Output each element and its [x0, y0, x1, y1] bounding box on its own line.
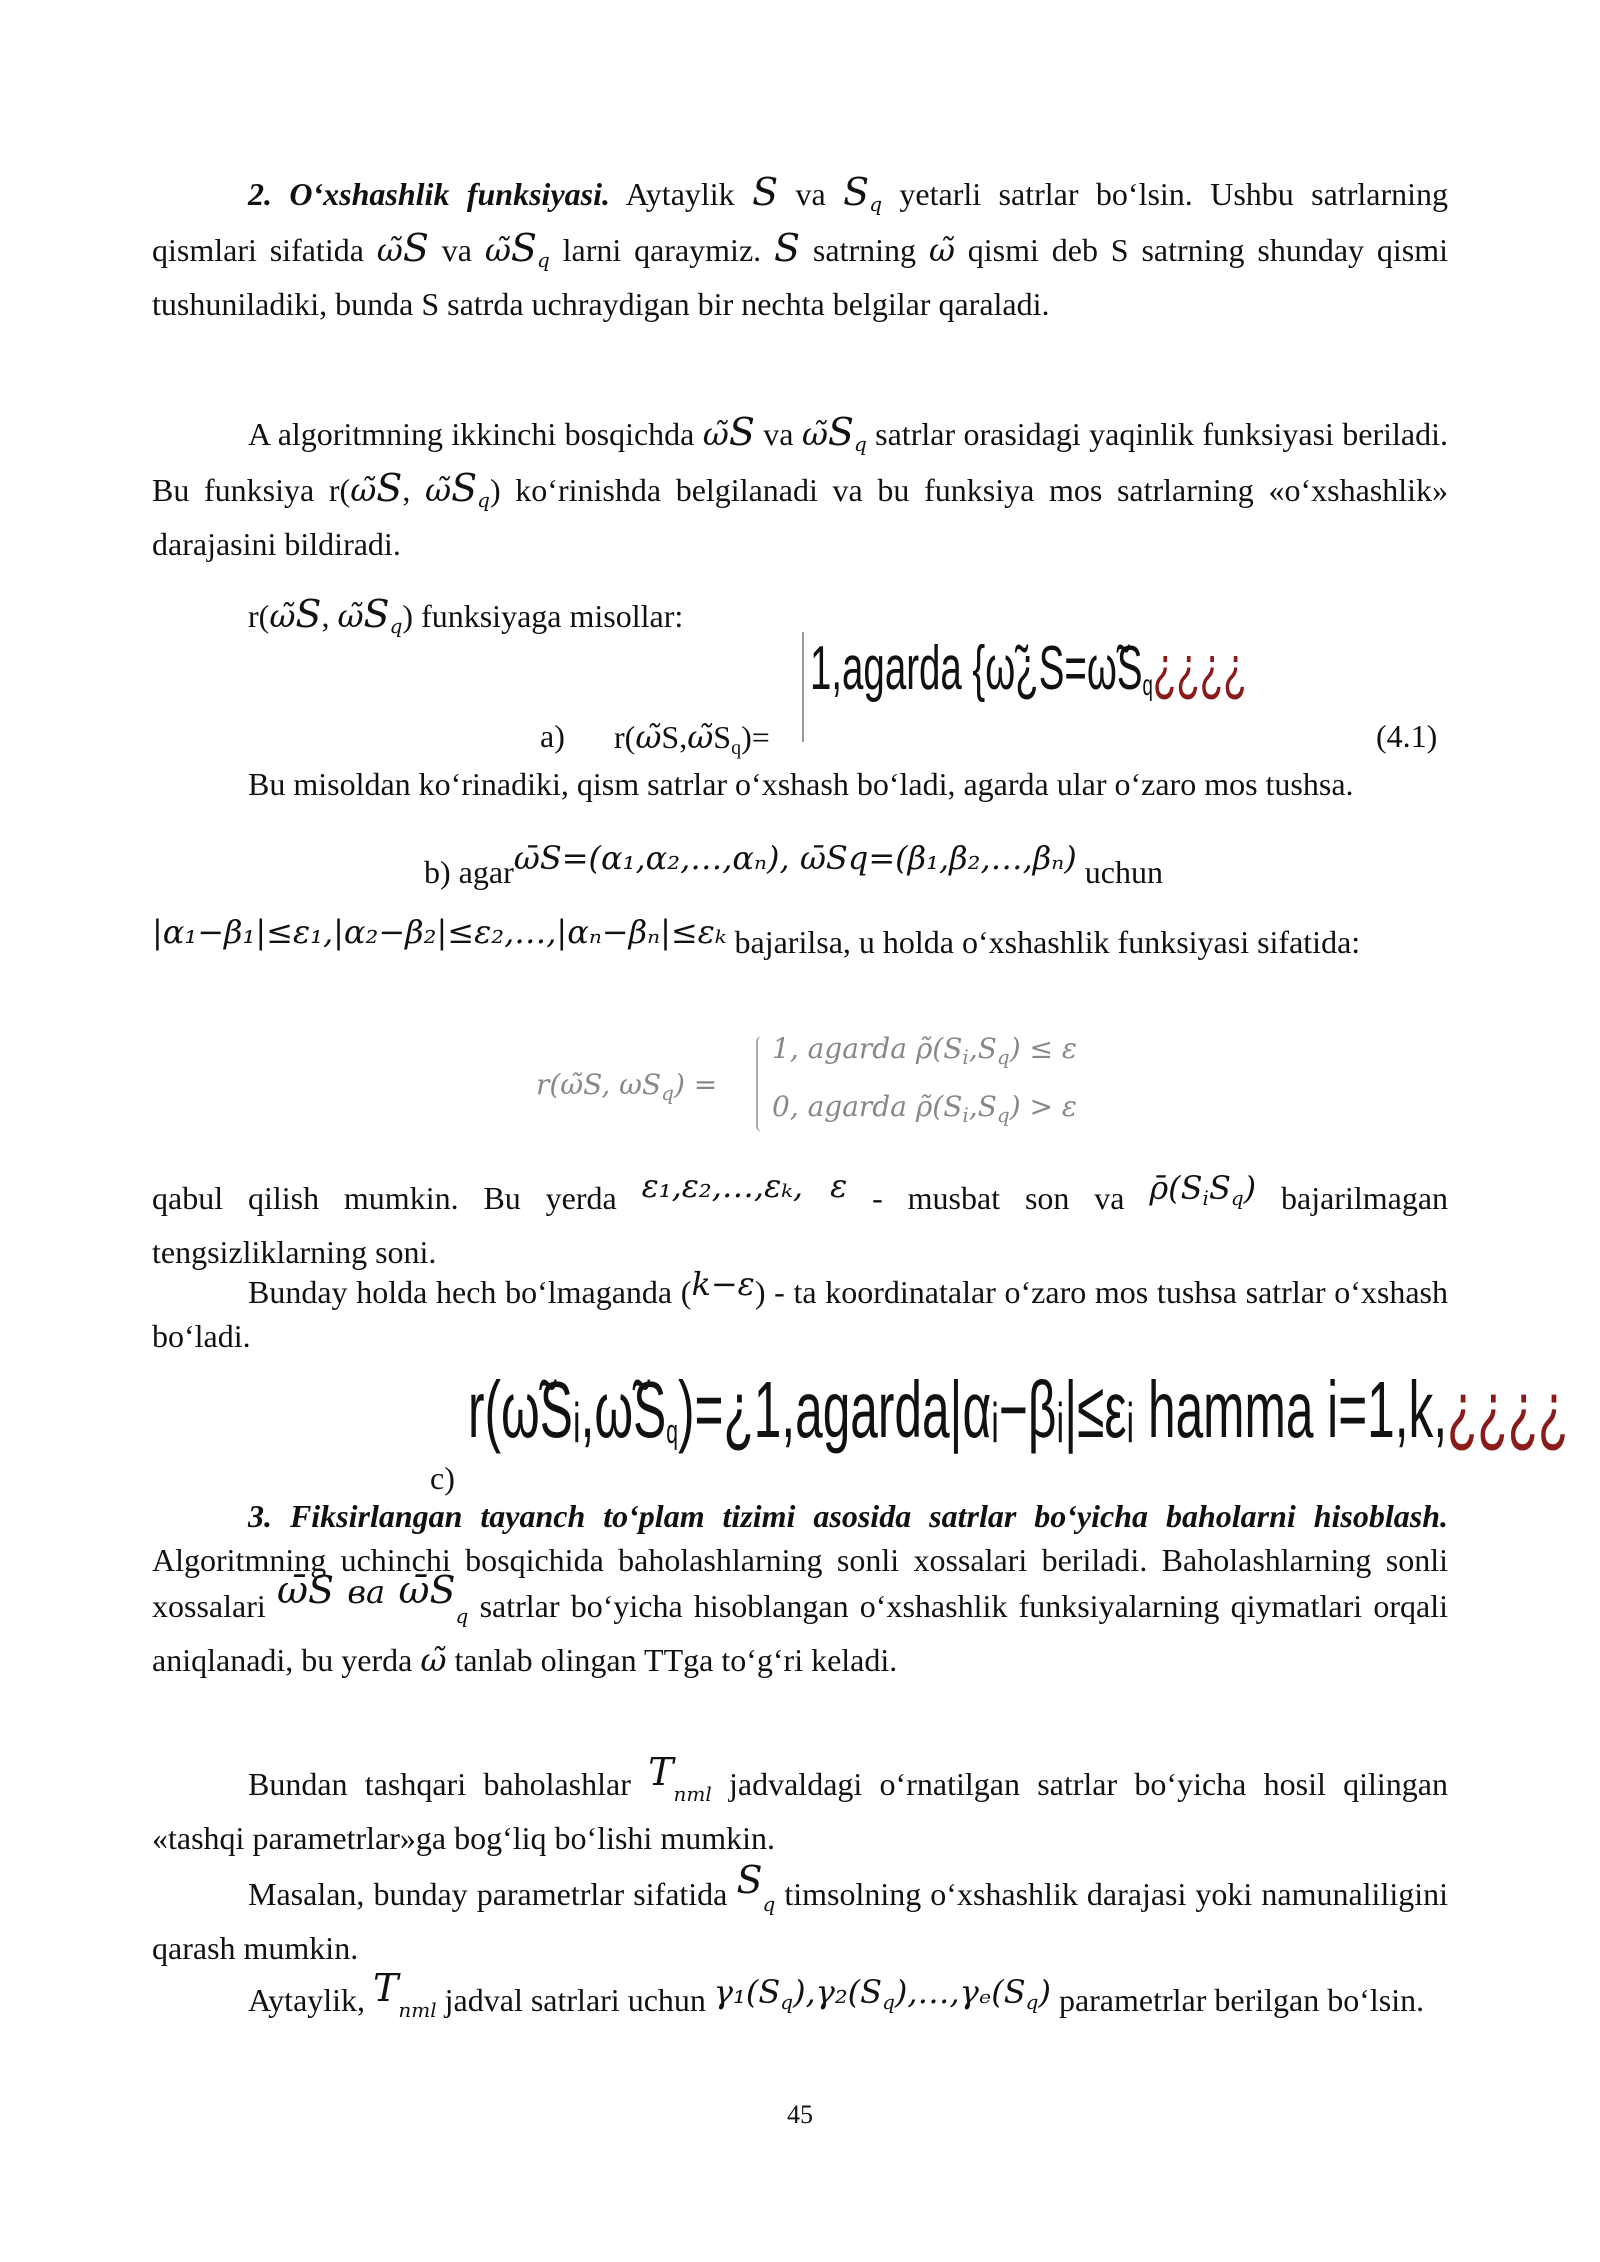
page-number: 45: [787, 2100, 813, 2129]
section-heading-2: 2. O‘xshashlik funksiyasi.: [248, 176, 610, 212]
formula-c-body: $r(\omegãSᵢ,\omegãS_q)=¿1,agarda|\alpha ᵢ-\beta ᵢ|\le\varepsilon ᵢ$ hamma i=1,k,¿¿¿¿: [468, 1365, 1569, 1454]
paragraph-second-stage: A algoritmning ikkinchi bosqichda ω̃S va $\omegãS_q$ satrlar orasidagi yaqinlik funksiyasi beriladi. Bu funksiya r(ω̃S, $\omegãS_q$) ko‘rinishda belgilanadi va bu funksiya mos satrlarning «o‘xshashlik» darajasini bildiradi.: [152, 410, 1449, 562]
case-row-2: 0, agarda $\rhõ(S_i,S_q) > \varepsilon$: [772, 1090, 1077, 1127]
formula-b-line: b) agarω̄S=(α₁,α₂,…,αₙ), ω̄Sq=(β₁,β₂,…,βₙ) uchun: [424, 839, 1163, 890]
formula-a-body: 1,agarda {$\omegã¿S=\omegãS_q¿¿¿¿$: [810, 634, 1247, 703]
formula-a-label: a): [540, 718, 565, 754]
paragraph-example-params: Masalan, bunday parametrlar sifatida $S_q$ timsolning o‘xshashlik darajasi yoki namunaliligini qarash mumkin.: [152, 1858, 1449, 1966]
brace-line: [802, 632, 804, 742]
section-heading-3: 3. Fiksirlangan tayanch to‘plam tizimi asosida satrlar bo‘yicha baholarni hisoblash.: [248, 1498, 1448, 1534]
case-row-1: 1, agarda $\rhõ(S_i,S_q) \le \varepsilon$: [772, 1032, 1077, 1069]
paragraph-coordinates: Bunday holda hech bo‘lmaganda (k−ε) - ta koordinatalar o‘zaro mos tushsa satrlar o‘xshash bo‘ladi.: [152, 1265, 1449, 1354]
paragraph-epsilon-definition: qabul qilish mumkin. Bu yerda ε₁,ε₂,…,εₖ, ε - musbat son va $\rhō(S_iS_q)$ bajarilmagan tengsizliklarning soni.: [152, 1167, 1449, 1270]
examples-intro: r(ω̃S, $\omegãS_q$) funksiyaga misollar:: [248, 592, 684, 638]
formula-c: [430, 1360, 1569, 1500]
case-brace: [756, 1036, 766, 1132]
paragraph-gamma-params: Aytaylik, $T_{nml}$ jadval satrlari uchun $\gamma_1(S_q),\gamma_2(S_q),\dots,\gamma_e(S_q)$ parametrlar berilgan bo‘lsin.: [248, 1966, 1425, 2022]
formula-b-vectors: ω̄S=(α₁,α₂,…,αₙ), ω̄Sq=(β₁,β₂,…,βₙ): [513, 839, 1077, 877]
paragraph-condition: |α₁−β₁|≤ε₁,|α₂−β₂|≤ε₂,…,|αₙ−βₙ|≤εₖ bajarilsa, u holda o‘xshashlik funksiyasi sifatida:: [152, 913, 1361, 960]
piecewise-formula: r(ω̃S, $\omega S_q$) = 1, agarda $\rhõ(S_i,S_q) \le \varepsilon$ 0, agarda $\rhõ(S_i,S_q) > \varepsilon$: [536, 1030, 1136, 1140]
formula-b-condition: |α₁−β₁|≤ε₁,|α₂−β₂|≤ε₂,…,|αₙ−βₙ|≤εₖ: [152, 913, 727, 951]
paragraph-external-params: Bundan tashqari baholashlar $T_{nml}$ jadvaldagi o‘rnatilgan satrlar bo‘yicha hosil qilingan «tashqi parametrlar»ga bog‘liq bo‘lishi mumkin.: [152, 1750, 1449, 1856]
formula-a: [540, 630, 1450, 759]
paragraph-example-note: Bu misoldan ko‘rinadiki, qism satrlar o‘xshash bo‘ladi, agarda ular o‘zaro mos tushsa.: [248, 766, 1354, 802]
formula-c-label: c): [430, 1460, 455, 1496]
paragraph-similarity-function: 2. O‘xshashlik funksiyasi. Aytaylik S va $S_q$ yetarli satrlar bo‘lsin. Ushbu satrlarning qismlari sifatida ω̃S va $\omegãS_q$ larni qaraymiz. S satrning ω̃ qismi deb S satrning shunday qismi tushuniladiki, bunda S satrda uchraydigan bir nechta belgilar qaraladi.: [152, 170, 1449, 322]
formula-a-lhs: $r(\omegãS,\omegãS_q)=$: [614, 718, 770, 759]
formula-number-4-1: (4.1): [1376, 718, 1438, 754]
paragraph-section-3: 3. Fiksirlangan tayanch to‘plam tizimi asosida satrlar bo‘yicha baholarni hisoblash. Algoritmning uchinchi bosqichida baholashlarning sonli xossalari beriladi. Baholashlarning sonli xossalari ω̄S ва $\omegāS_q$ satrlar bo‘yicha hisoblangan o‘xshashlik funksiyalarning qiymatlari orqali aniqlanadi, bu yerda ω̃ tanlab olingan TTga to‘g‘ri keladi.: [152, 1498, 1449, 1679]
